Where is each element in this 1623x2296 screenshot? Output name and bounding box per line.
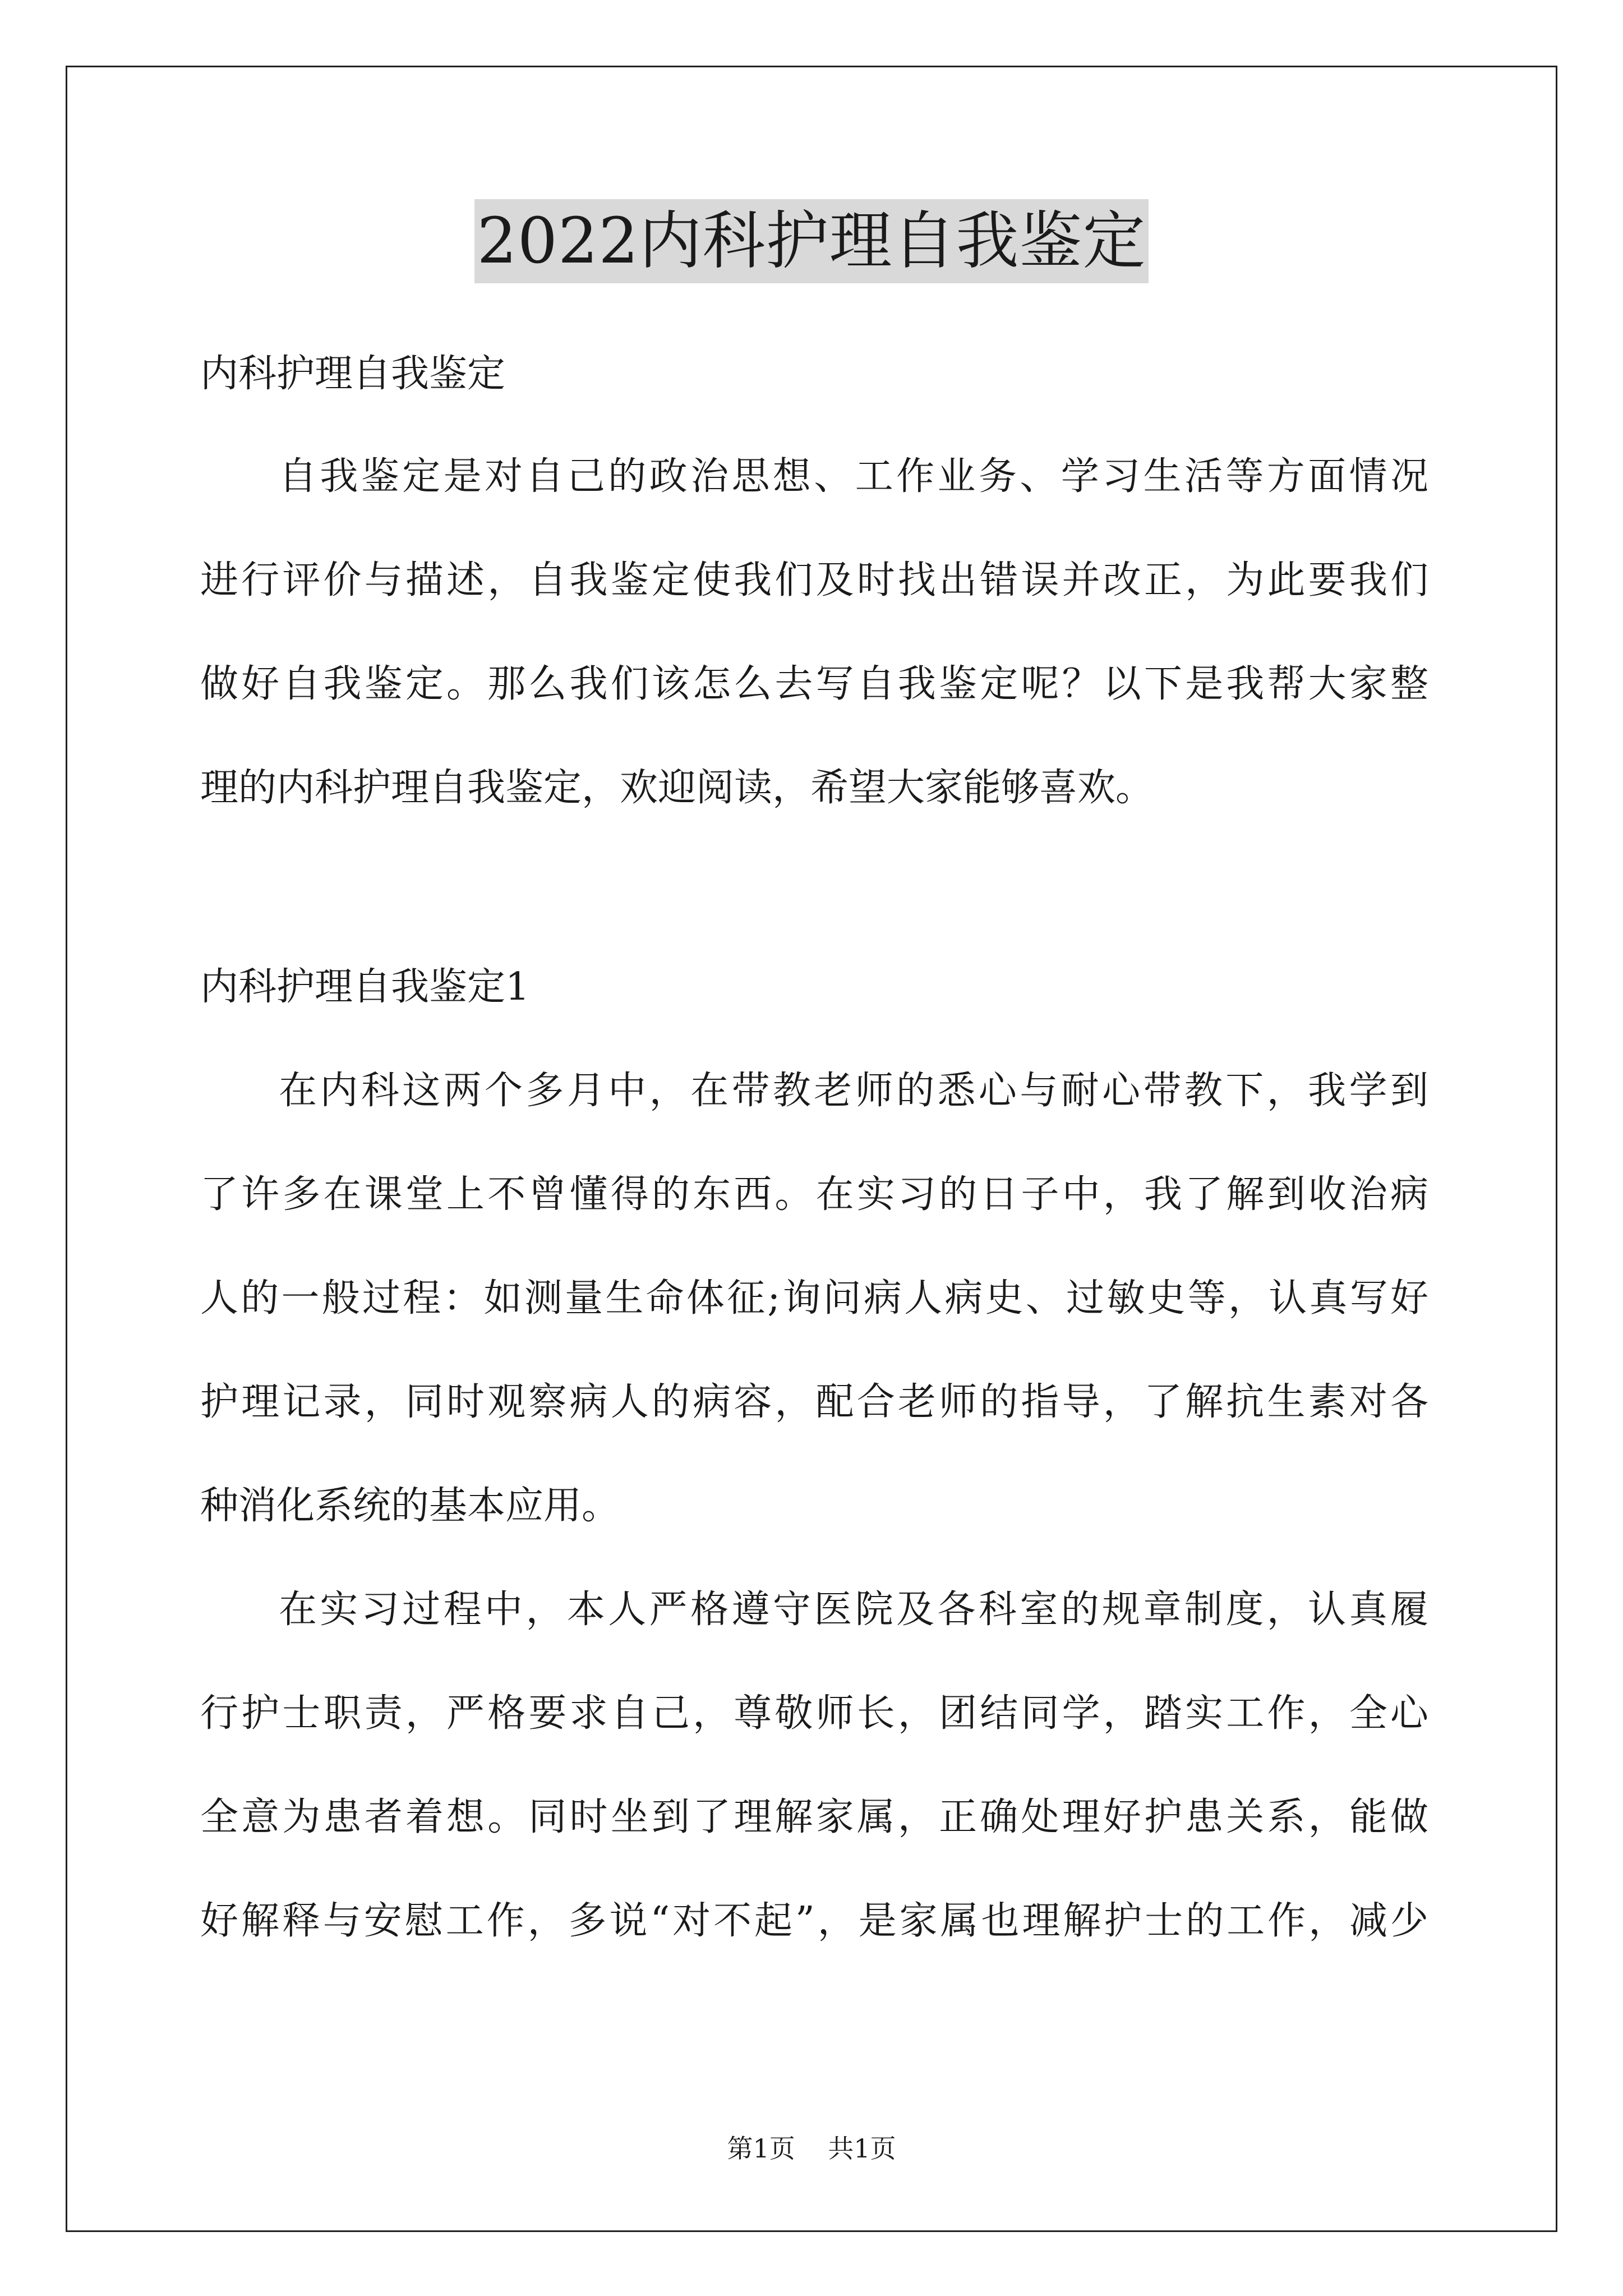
section1-paragraph2-line: 好解释与安慰工作，多说“对不起”，是家属也理解护士的工作，减少 [200, 1899, 1428, 1943]
section1-paragraph1-line: 护理记录，同时观察病人的病容，配合老师的指导，了解抗生素对各 [200, 1380, 1428, 1424]
section1-paragraph1-line: 人的一般过程：如测量生命体征;询问病人病史、过敏史等，认真写好 [200, 1276, 1428, 1320]
intro-paragraph-line: 理的内科护理自我鉴定，欢迎阅读，希望大家能够喜欢。 [200, 766, 1154, 810]
section1-paragraph1-line: 种消化系统的基本应用。 [200, 1484, 620, 1528]
title-container [0, 199, 1623, 283]
intro-paragraph-line: 做好自我鉴定。那么我们该怎么去写自我鉴定呢？以下是我帮大家整 [200, 662, 1428, 706]
section1-paragraph1-line: 在内科这两个多月中，在带教老师的悉心与耐心带教下，我学到 [279, 1069, 1428, 1113]
intro-heading: 内科护理自我鉴定 [200, 352, 506, 396]
page-number: 第1页 共1页 [727, 2133, 896, 2164]
intro-paragraph-line: 进行评价与描述，自我鉴定使我们及时找出错误并改正，为此要我们 [200, 558, 1428, 602]
page-footer [0, 2132, 1623, 2165]
section1-paragraph1-line: 了许多在课堂上不曾懂得的东西。在实习的日子中，我了解到收治病 [200, 1172, 1428, 1217]
intro-paragraph-line: 自我鉴定是对自己的政治思想、工作业务、学习生活等方面情况 [279, 454, 1428, 499]
section1-paragraph2-line: 全意为患者着想。同时坐到了理解家属，正确处理好护患关系，能做 [200, 1795, 1428, 1839]
section1-paragraph2-line: 在实习过程中，本人严格遵守医院及各科室的规章制度，认真履 [279, 1588, 1428, 1632]
section1-paragraph2-line: 行护士职责，严格要求自己，尊敬师长，团结同学，踏实工作，全心 [200, 1691, 1428, 1736]
section1-heading: 内科护理自我鉴定1 [200, 965, 530, 1009]
document-title: 2022内科护理自我鉴定 [474, 199, 1148, 283]
